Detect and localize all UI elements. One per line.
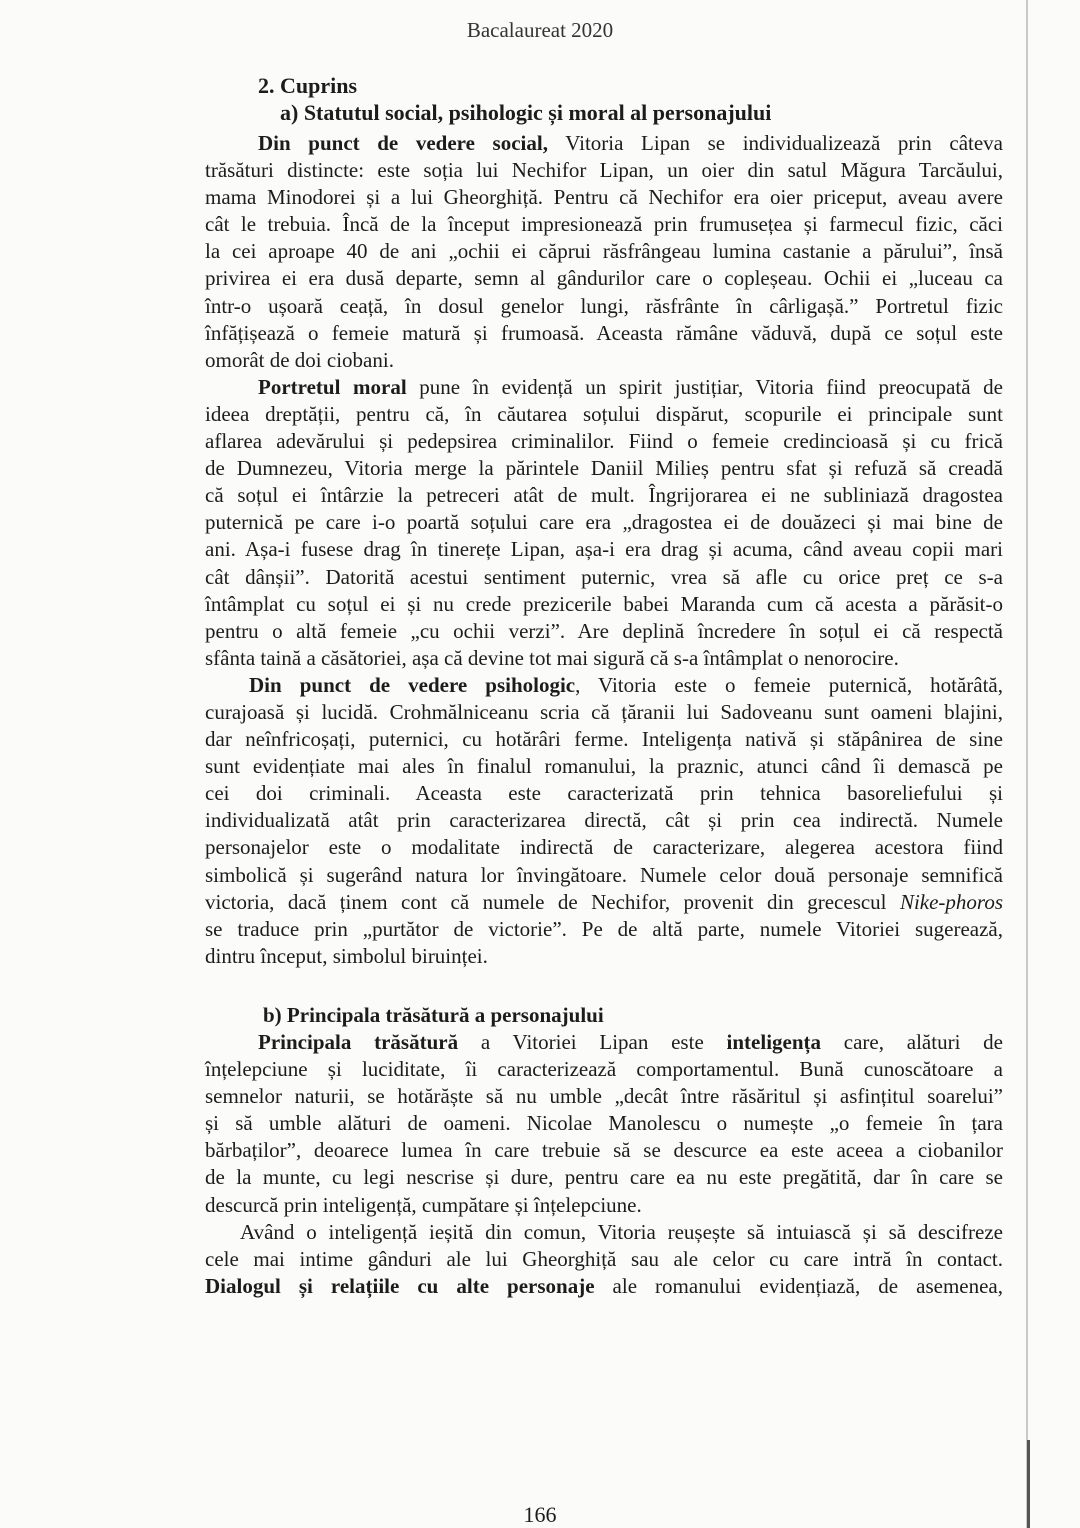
text-span: puternică pe care i-o poartă soțului care era „dragostea ei de douăzeci și mai bine de — [205, 510, 1003, 535]
text-line — [205, 211, 1003, 238]
text-line — [205, 1273, 1003, 1300]
text-span: Vitoria Lipan se individualizează prin câteva — [547, 131, 1003, 155]
subsection-a-title: a) Statutul social, psihologic și moral al personajului — [280, 100, 772, 125]
text-line — [205, 1246, 1003, 1273]
text-line — [205, 943, 1003, 970]
text-span: dar neînfricoșați, puternici, cu hotărâri ferme. Inteligența nativă și stăpânirea de sine — [205, 727, 1003, 752]
text-span: individualizată atât prin caracterizarea directă, cât și prin cea indirectă. Numele — [205, 808, 1003, 833]
text-line — [205, 862, 1003, 889]
text-span: pune în evidență un spirit justițiar, Vitoria fiind preocupată de — [406, 374, 1003, 399]
text-line — [205, 1056, 1003, 1083]
paragraph-first-line — [205, 374, 1003, 401]
italic-text: Nike-phoros — [899, 889, 1003, 914]
text-span: dintru început, simbolul biruinței. — [205, 943, 488, 968]
text-span: trăsături distincte: este soția lui Nechifor Lipan, un oier din satul Măgura Tarcăului, — [205, 158, 1003, 183]
text-span: privirea ei era dusă departe, semn al gândurilor care o copleșeau. Ochii ei „luceau ca — [205, 266, 1003, 291]
bold-text: Din punct de vedere psihologic — [249, 672, 576, 697]
text-line — [205, 834, 1003, 861]
text-span: înfățișează o femeie matură și frumoasă. Aceasta rămâne văduvă, după ce soțul este — [205, 320, 1003, 345]
text-line — [205, 1110, 1003, 1137]
bold-text: Principala trăsătură — [258, 1030, 459, 1054]
text-line — [205, 1083, 1003, 1110]
text-span: personajelor este o modalitate indirectă de caracterizare, alegerea acestora fiind — [205, 835, 1003, 860]
text-span: curajoasă și lucidă. Crohmălniceanu scria că țăranii lui Sadoveanu sunt oameni blajini, — [205, 699, 1003, 724]
text-span: că soțul ei întârzie la petreceri atât de mult. Îngrijorarea ei ne subliniază dragostea — [205, 483, 1003, 508]
subsection-b-title: b) Principala trăsătură a personajului — [263, 1002, 604, 1027]
text-span: ideea dreptății, pentru că, în căutarea soțului dispărut, scopurile ei principale sunt — [205, 401, 1003, 426]
text-line — [205, 238, 1003, 265]
paragraph-first-line — [205, 1029, 1003, 1056]
text-line — [205, 428, 1003, 455]
text-span: omorât de doi ciobani. — [205, 347, 394, 372]
text-span: care, alături de — [821, 1030, 1003, 1054]
text-span: simbolică și sugerând natura lor învingătoare. Numele celor două personaje semnifică — [205, 862, 1003, 887]
body-text — [205, 130, 1003, 1300]
text-line — [205, 753, 1003, 780]
text-line — [205, 916, 1003, 943]
text-span: cele mai intime gânduri ale lui Gheorghiță sau ale celor cu care intră în contact. — [205, 1246, 1003, 1271]
page-number: 166 — [523, 1502, 557, 1527]
bold-text: inteligența — [726, 1030, 822, 1054]
text-span: sunt evidențiate mai ales în finalul romanului, la praznic, atunci când îi demască pe — [205, 754, 1003, 779]
text-span: de la munte, cu legi nescrise și dure, pentru care ea nu este pregătită, dar în care se — [205, 1165, 1003, 1190]
paragraph-first-line — [205, 130, 1003, 157]
text-line — [205, 645, 1003, 672]
text-span: sfânta taină a căsătoriei, așa că devine tot mai sigură că s-a întâmplat o nenorocire. — [205, 645, 899, 670]
paragraph-first-line — [205, 672, 1003, 699]
text-line — [205, 699, 1003, 726]
text-line — [205, 401, 1003, 428]
text-span: aflarea adevărului și pedepsirea criminalilor. Fiind o femeie credincioasă și cu frică — [205, 429, 1003, 454]
text-line — [205, 536, 1003, 563]
text-span: într-o ușoară ceață, în dosul genelor lungi, răsfrânte în cârligașă.” Portretul fizic — [205, 293, 1003, 318]
text-span: descurcă prin inteligență, cumpătare și înțelepciune. — [205, 1192, 642, 1217]
text-span: ani. Așa-i fusese drag în tinerețe Lipan, așa-i era drag și acuma, când aveau copii mari — [205, 537, 1003, 562]
bold-text: Dialogul și relațiile cu alte personaje — [205, 1273, 595, 1298]
text-span: bărbaților”, deoarece lumea în care trebuie să se descurce ea este aceea a ciobanilor — [205, 1138, 1003, 1163]
text-span: semnelor naturii, se hotărăște să nu umble „decât între răsăritul și asfințitul soarelui” — [205, 1084, 1003, 1109]
text-line — [205, 509, 1003, 536]
text-span: pentru o altă femeie „cu ochii verzi”. Are deplină încredere în soțul ei că respectă — [205, 618, 1003, 643]
text-line — [205, 780, 1003, 807]
text-line — [205, 807, 1003, 834]
text-span: Având o inteligență ieșită din comun, Vitoria reușește să intuiască și să descifreze — [240, 1219, 1003, 1244]
text-line — [205, 320, 1003, 347]
text-span: de Dumnezeu, Vitoria merge la părintele Daniil Milieș pentru sfat și refuză să creadă — [205, 456, 1003, 481]
text-line — [205, 455, 1003, 482]
text-line — [205, 1164, 1003, 1191]
text-span: și să umble alături de oameni. Nicolae Manolescu o numește „o femeie în țara — [205, 1111, 1003, 1136]
text-span: , Vitoria este o femeie puternică, hotărâtă, — [575, 672, 1003, 697]
text-line — [205, 564, 1003, 591]
text-line — [205, 265, 1003, 292]
text-line — [205, 184, 1003, 211]
bold-text: Din punct de vedere social, — [258, 131, 548, 155]
text-span: întâmplat cu soțul ei și nu crede prezicerile babei Maranda cum că acesta a părăsit-o — [205, 591, 1003, 616]
paragraph-first-line — [205, 1219, 1003, 1246]
text-span: la cei aproape 40 de ani „ochii ei căprui răsfrângeau lumina castanie a părului”, însă — [205, 239, 1003, 264]
text-line — [205, 482, 1003, 509]
text-span: înțelepciune și luciditate, îi caracterizează comportamentul. Bună cunoscătoare a — [205, 1057, 1003, 1082]
page-edge-shadow — [1026, 0, 1028, 1528]
text-line — [205, 591, 1003, 618]
text-span: a Vitoriei Lipan este — [458, 1030, 727, 1054]
text-span: mama Minodorei și a lui Gheorghiță. Pentru că Nechifor era oier priceput, aveau avere — [205, 185, 1003, 210]
text-span: ale romanului evidențiază, de asemenea, — [594, 1273, 1003, 1298]
text-line — [205, 618, 1003, 645]
text-span: se traduce prin „purtător de victorie”. Pe de altă parte, numele Vitoriei sugerează, — [205, 916, 1003, 941]
text-span: cât le trebuia. Încă de la început impresionează prin frumusețea și farmecul fizic, căci — [205, 212, 1003, 237]
text-line — [205, 347, 1003, 374]
bold-text: Portretul moral — [258, 374, 407, 399]
running-header: Bacalaureat 2020 — [466, 18, 614, 42]
text-line — [205, 889, 1003, 916]
text-span: victoria, dacă ținem cont că numele de Nechifor, provenit din grecescul — [205, 889, 900, 914]
text-line — [205, 1137, 1003, 1164]
text-line — [205, 293, 1003, 320]
text-line — [205, 1192, 1003, 1219]
text-line — [205, 157, 1003, 184]
text-span: cât dânșii”. Datorită acestui sentiment puternic, vrea să afle cu orice preț ce s-a — [205, 564, 1003, 589]
text-line — [205, 726, 1003, 753]
section-title: 2. Cuprins — [258, 73, 358, 98]
text-span: cei doi criminali. Aceasta este caracterizată prin tehnica basoreliefului și — [205, 781, 1003, 806]
